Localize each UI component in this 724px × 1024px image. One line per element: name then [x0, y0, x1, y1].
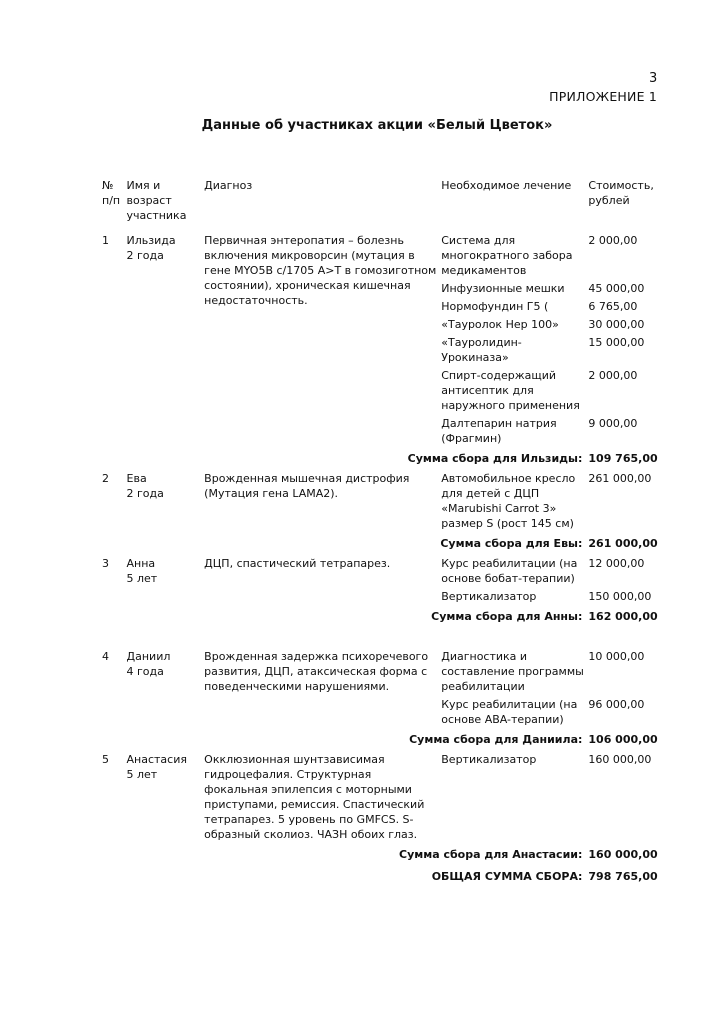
participant-name [125, 471, 203, 534]
appendix-label: ПРИЛОЖЕНИЕ 1 [549, 89, 657, 104]
cost-cell: 96 000,00 [588, 698, 645, 711]
row-number: 3 [102, 557, 109, 570]
treatment-cell: Вертикализатор [441, 753, 537, 766]
table-row [100, 752, 660, 845]
sum-value: 106 000,00 [588, 733, 658, 746]
participant-2 [100, 471, 660, 556]
participant-first-name: Ева [126, 472, 147, 485]
treatment-cell: Инфузионные мешки [441, 282, 565, 295]
treatment-cell: Система для многократного забора медикаментов [441, 234, 573, 277]
cost-cell: 6 765,00 [588, 300, 638, 313]
header-diagnosis: Диагноз [204, 179, 253, 192]
row-number: 5 [102, 753, 109, 766]
participant-first-name: Анна [126, 557, 156, 570]
table-row [100, 233, 660, 281]
diagnosis-cell: ДЦП, спастический тетрапарез. [204, 557, 391, 570]
participant-age: 2 года [126, 487, 164, 500]
header-name: Имя и возраст участника [126, 179, 187, 222]
participant-5 [100, 752, 660, 889]
sum-value: 109 765,00 [588, 452, 658, 465]
table-row [100, 649, 660, 697]
participant-3 [100, 556, 660, 649]
sum-row [100, 534, 660, 556]
participant-first-name: Анастасия [126, 753, 187, 766]
spacer-cell [100, 629, 660, 649]
cost-cell: 45 000,00 [588, 282, 645, 295]
treatment-cell: «Тауролидин-Урокиназа» [441, 336, 522, 364]
sum-value: 160 000,00 [588, 848, 658, 861]
sum-label: Сумма сбора для Анны: [431, 610, 583, 623]
sum-label: Сумма сбора для Ильзиды: [407, 452, 583, 465]
cost-cell: 150 000,00 [588, 590, 652, 603]
participant-name [125, 752, 203, 845]
treatment-cell: Спирт-содержащий антисептик для наружного применения [441, 369, 580, 412]
treatment-cell: Далтепарин натрия (Фрагмин) [441, 417, 557, 445]
cost-cell: 2 000,00 [588, 369, 638, 382]
participant-4 [100, 649, 660, 752]
cost-cell: 261 000,00 [588, 472, 652, 485]
document-title: Данные об участниках акции «Белый Цветок» [201, 118, 553, 133]
cost-cell: 30 000,00 [588, 318, 645, 331]
treatment-cell: Курс реабилитации (на основе бобат-терапии) [441, 557, 578, 585]
cost-cell: 9 000,00 [588, 417, 638, 430]
row-number: 4 [102, 650, 109, 663]
total-value: 798 765,00 [588, 870, 658, 883]
participant-name [125, 649, 203, 730]
treatment-cell: Автомобильное кресло для детей с ДЦП «Marubishi Carrot 3» размер S (рост 145 см) [441, 472, 576, 530]
participant-age: 5 лет [126, 768, 158, 781]
participant-age: 2 года [126, 249, 164, 262]
table-row [100, 556, 660, 589]
sum-label: Сумма сбора для Анастасии: [399, 848, 583, 861]
sum-value: 162 000,00 [588, 610, 658, 623]
cost-cell: 10 000,00 [588, 650, 645, 663]
cost-cell: 2 000,00 [588, 234, 638, 247]
sum-label: Сумма сбора для Евы: [440, 537, 583, 550]
cost-cell: 15 000,00 [588, 336, 645, 349]
header-cost: Стоимость, рублей [588, 179, 654, 207]
participant-age: 5 лет [126, 572, 158, 585]
total-label: ОБЩАЯ СУММА СБОРА: [431, 870, 583, 883]
sum-label: Сумма сбора для Даниила: [409, 733, 583, 746]
header-treatment: Необходимое лечение [441, 179, 572, 192]
participant-name [125, 233, 203, 449]
total-row [100, 867, 660, 889]
spacer-row [100, 629, 660, 649]
sum-row [100, 845, 660, 867]
treatment-cell: Курс реабилитации (на основе ABA-терапии) [441, 698, 578, 726]
treatment-cell: Нормофундин Г5 ( [441, 300, 549, 313]
diagnosis-cell: Врожденная задержка психоречевого развития, ДЦП, атаксическая форма с поведенческими нарушениями. [204, 650, 429, 693]
cost-cell: 160 000,00 [588, 753, 652, 766]
participant-name [125, 556, 203, 607]
diagnosis-cell: Первичная энтеропатия – болезнь включения микроворсин (мутация в гене MYO5B c/1705 A>T в гомозиготном состоянии), хроническая кишечная недостаточность. [204, 234, 437, 307]
row-number: 2 [102, 472, 109, 485]
row-number: 1 [102, 234, 109, 247]
participant-age: 4 года [126, 665, 164, 678]
diagnosis-cell: Врожденная мышечная дистрофия (Мутация гена LAMA2). [204, 472, 410, 500]
participant-first-name: Ильзида [126, 234, 176, 247]
header-num: № п/п [102, 179, 121, 207]
participant-first-name: Даниил [126, 650, 171, 663]
cost-cell: 12 000,00 [588, 557, 645, 570]
sum-row [100, 730, 660, 752]
sum-value: 261 000,00 [588, 537, 658, 550]
sum-row [100, 607, 660, 629]
participant-1 [100, 233, 660, 471]
treatment-cell: Вертикализатор [441, 590, 537, 603]
sum-row [100, 449, 660, 471]
page-number: 3 [649, 71, 658, 86]
table-row [100, 471, 660, 534]
treatment-cell: Диагностика и составление программы реабилитации [441, 650, 584, 693]
treatment-cell: «Тауролок Hep 100» [441, 318, 559, 331]
table-header-row [100, 178, 660, 233]
participants-table [100, 178, 660, 889]
diagnosis-cell: Окклюзионная шунтзависимая гидроцефалия. Структурная фокальная эпилепсия с моторными приступами, ремиссия. Спастический тетрапарез. 5 уровень по GMFCS. S-образный сколиоз. ЧАЗН обоих глаз. [204, 753, 425, 841]
